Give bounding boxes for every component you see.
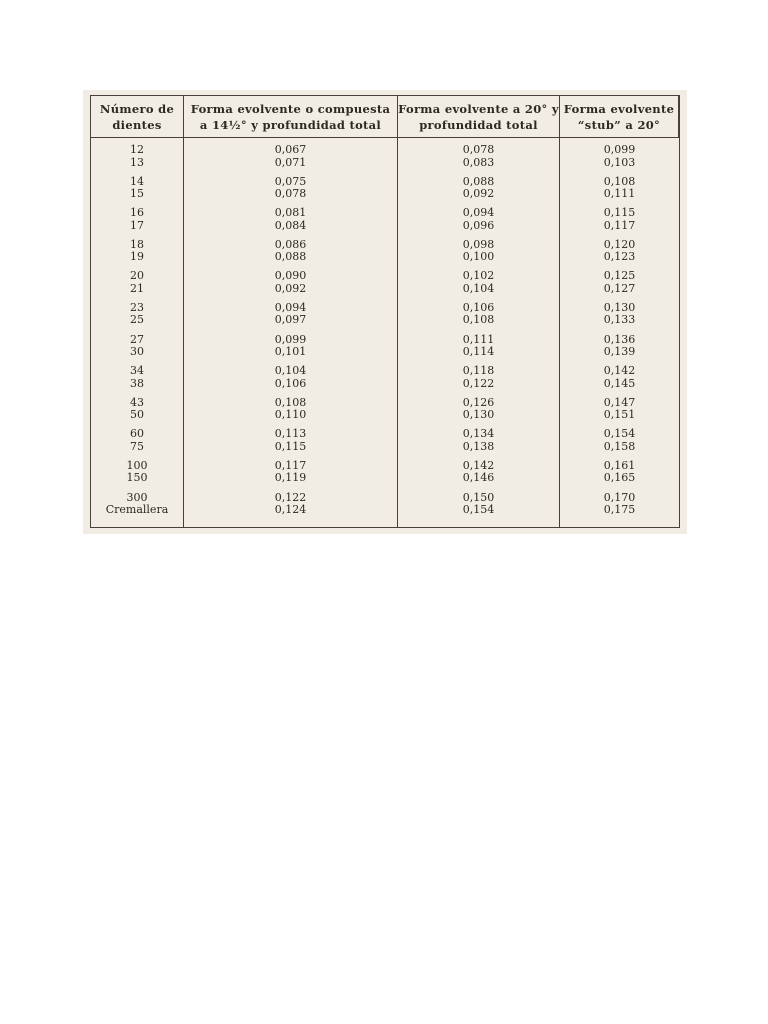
row-group <box>275 365 307 397</box>
table-cell: 14 <box>130 174 144 188</box>
row-group <box>604 144 636 176</box>
table-cell: 0,104 <box>274 364 307 378</box>
table-cell: 0,097 <box>274 313 307 327</box>
column-stub-20 <box>560 138 679 527</box>
row-group <box>275 492 307 524</box>
table-cell: 0,145 <box>603 376 636 390</box>
table-cell: 50 <box>130 408 144 422</box>
table-cell: 17 <box>130 218 144 232</box>
row-group <box>604 302 636 334</box>
table-cell: 300 <box>126 490 148 504</box>
table-cell: 0,150 <box>462 490 495 504</box>
table-cell: 0,133 <box>603 313 636 327</box>
row-group <box>604 334 636 366</box>
row-group <box>604 239 636 271</box>
row-group <box>130 302 144 334</box>
table-cell: 0,127 <box>603 281 636 295</box>
table-cell: 0,088 <box>274 250 307 264</box>
row-group <box>130 428 144 460</box>
table-cell: 0,092 <box>462 187 495 201</box>
row-group <box>130 239 144 271</box>
table-cell: 0,134 <box>462 427 495 441</box>
row-group <box>130 144 144 176</box>
gear-factor-table <box>90 95 680 528</box>
table-cell: 0,113 <box>274 427 307 441</box>
row-group <box>275 144 307 176</box>
table-cell: 0,108 <box>274 395 307 409</box>
table-cell: 0,078 <box>462 143 495 156</box>
row-group <box>604 207 636 239</box>
table-cell: 30 <box>130 345 144 359</box>
table-cell: 0,161 <box>603 458 636 472</box>
row-group <box>275 270 307 302</box>
table-cell: 0,123 <box>603 250 636 264</box>
table-cell: 15 <box>130 187 144 201</box>
table-cell: 0,117 <box>603 218 636 232</box>
table-cell: 43 <box>130 395 144 409</box>
table-cell: 27 <box>130 332 144 346</box>
table-cell: 60 <box>130 427 144 441</box>
table-cell: 0,119 <box>274 471 307 485</box>
row-group <box>275 207 307 239</box>
table-cell: 0,142 <box>603 364 636 378</box>
table-cell: 0,102 <box>462 269 495 283</box>
table-cell: 0,146 <box>462 471 495 485</box>
column-involute-14-5 <box>184 138 398 527</box>
table-cell: 0,098 <box>462 237 495 251</box>
table-cell: 0,103 <box>603 155 636 169</box>
table-cell: 0,175 <box>603 503 636 517</box>
row-group <box>275 428 307 460</box>
table-cell: 0,100 <box>462 250 495 264</box>
table-cell: 0,108 <box>603 174 636 188</box>
row-group <box>463 365 495 397</box>
header-line: Forma evolvente o compuesta <box>190 101 391 116</box>
table-cell: 25 <box>130 313 144 327</box>
table-cell: 0,104 <box>462 281 495 295</box>
row-group <box>463 239 495 271</box>
table-cell: 0,106 <box>274 376 307 390</box>
table-cell: 38 <box>130 376 144 390</box>
row-group <box>604 270 636 302</box>
row-group <box>463 428 495 460</box>
header-line: Forma evolvente <box>563 101 675 116</box>
table-cell: 0,067 <box>274 143 307 156</box>
row-group <box>463 144 495 176</box>
row-group <box>463 492 495 524</box>
table-cell: 0,092 <box>274 281 307 295</box>
table-cell: Cremallera <box>105 503 169 517</box>
header-stub-20 <box>560 96 679 138</box>
row-group <box>463 207 495 239</box>
row-group <box>463 270 495 302</box>
table-cell: 0,099 <box>274 332 307 346</box>
table-cell: 0,126 <box>462 395 495 409</box>
row-group <box>604 397 636 429</box>
table-cell: 0,158 <box>603 439 636 453</box>
row-group <box>463 460 495 492</box>
row-group <box>130 176 144 208</box>
row-group <box>275 334 307 366</box>
column-involute-20 <box>398 138 560 527</box>
table-cell: 0,115 <box>603 206 636 220</box>
table-cell: 23 <box>130 300 144 314</box>
table-cell: 0,170 <box>603 490 636 504</box>
table-cell: 0,078 <box>274 187 307 201</box>
row-group <box>604 460 636 492</box>
table-cell: 0,096 <box>462 218 495 232</box>
table-cell: 150 <box>126 471 148 485</box>
row-group <box>130 365 144 397</box>
table-cell: 0,154 <box>462 503 495 517</box>
row-group <box>275 176 307 208</box>
row-group <box>463 302 495 334</box>
row-group <box>463 176 495 208</box>
table-cell: 20 <box>130 269 144 283</box>
table-cell: 100 <box>126 458 148 472</box>
table-cell: 0,099 <box>603 143 636 156</box>
table-cell: 0,090 <box>274 269 307 283</box>
table-cell: 0,110 <box>274 408 307 422</box>
table-cell: 0,118 <box>462 364 495 378</box>
table-cell: 0,094 <box>462 206 495 220</box>
table-cell: 18 <box>130 237 144 251</box>
header-line: Número de <box>99 101 175 116</box>
header-line: a 14½° y profundidad total <box>199 117 382 132</box>
row-group <box>275 397 307 429</box>
table-cell: 0,071 <box>274 155 307 169</box>
table-cell: 0,075 <box>274 174 307 188</box>
table-cell: 0,142 <box>462 458 495 472</box>
table-cell: 0,154 <box>603 427 636 441</box>
row-group <box>604 365 636 397</box>
table-cell: 34 <box>130 364 144 378</box>
table-cell: 12 <box>130 143 144 156</box>
row-group <box>106 492 169 524</box>
table-cell: 0,088 <box>462 174 495 188</box>
row-group <box>275 302 307 334</box>
row-group <box>130 270 144 302</box>
table-cell: 0,111 <box>603 187 636 201</box>
row-group <box>604 428 636 460</box>
header-line: Forma evolvente a 20° y <box>398 101 559 116</box>
row-group <box>130 334 144 366</box>
table-cell: 0,084 <box>274 218 307 232</box>
table-cell: 75 <box>130 439 144 453</box>
table-cell: 0,122 <box>274 490 307 504</box>
header-involute-20 <box>398 96 560 138</box>
header-teeth-count <box>91 96 184 138</box>
row-group <box>604 176 636 208</box>
table-cell: 0,151 <box>603 408 636 422</box>
row-group <box>604 492 636 524</box>
table-cell: 0,125 <box>603 269 636 283</box>
table-cell: 0,136 <box>603 332 636 346</box>
table-cell: 0,122 <box>462 376 495 390</box>
table-cell: 0,111 <box>462 332 495 346</box>
table-cell: 0,120 <box>603 237 636 251</box>
table-cell: 0,106 <box>462 300 495 314</box>
table-cell: 0,130 <box>462 408 495 422</box>
column-teeth-count <box>91 138 184 527</box>
row-group <box>275 460 307 492</box>
table-cell: 0,086 <box>274 237 307 251</box>
table-cell: 16 <box>130 206 144 220</box>
header-line: dientes <box>112 117 162 132</box>
table-cell: 0,083 <box>462 155 495 169</box>
table-cell: 0,138 <box>462 439 495 453</box>
table-cell: 0,165 <box>603 471 636 485</box>
header-line: “stub” a 20° <box>577 117 661 132</box>
table-cell: 0,094 <box>274 300 307 314</box>
table-cell: 0,124 <box>274 503 307 517</box>
row-group <box>463 334 495 366</box>
table-cell: 0,130 <box>603 300 636 314</box>
table-cell: 0,139 <box>603 345 636 359</box>
table-cell: 0,114 <box>462 345 495 359</box>
table-cell: 19 <box>130 250 144 264</box>
table-cell: 0,115 <box>274 439 307 453</box>
table-cell: 0,081 <box>274 206 307 220</box>
table-cell: 0,108 <box>462 313 495 327</box>
row-group <box>130 207 144 239</box>
table-cell: 0,101 <box>274 345 307 359</box>
row-group <box>127 460 148 492</box>
row-group <box>463 397 495 429</box>
table-cell: 0,147 <box>603 395 636 409</box>
row-group <box>275 239 307 271</box>
table-cell: 21 <box>130 281 144 295</box>
header-involute-14-5 <box>184 96 398 138</box>
scanned-table-image <box>83 90 687 534</box>
header-line: profundidad total <box>419 117 538 132</box>
table-cell: 0,117 <box>274 458 307 472</box>
row-group <box>130 397 144 429</box>
table-cell: 13 <box>130 155 144 169</box>
